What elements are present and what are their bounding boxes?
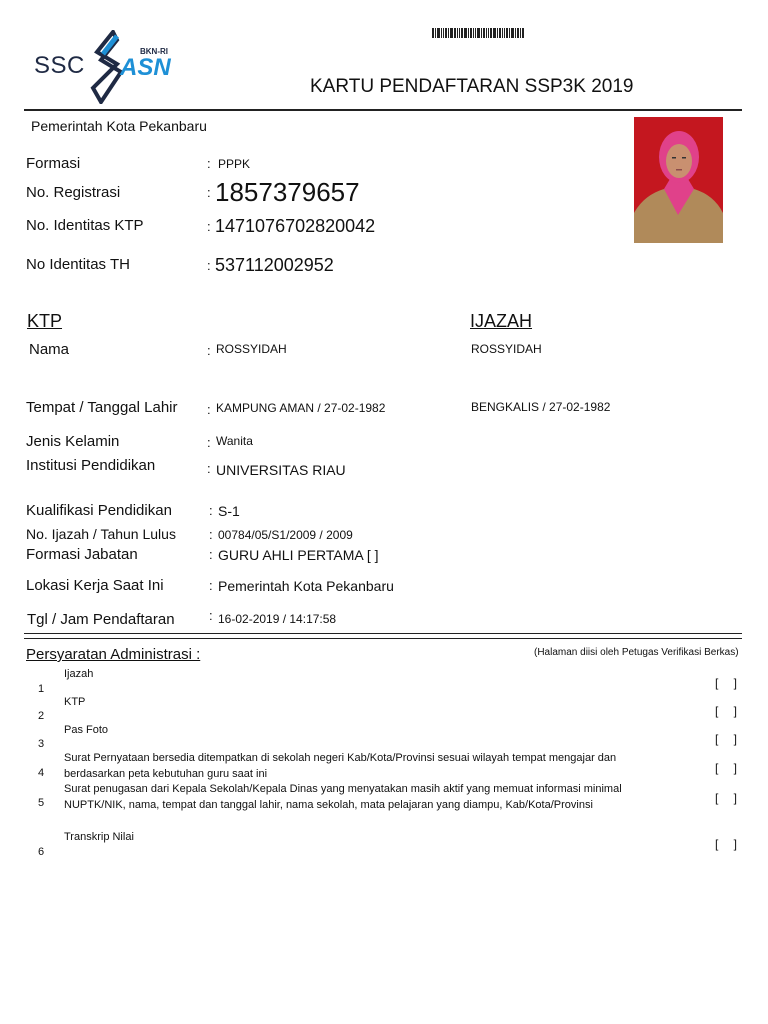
nama-label: Nama bbox=[29, 341, 70, 358]
formasi-jabatan-value: GURU AHLI PERTAMA [ ] bbox=[218, 547, 379, 563]
no-ijazah-colon: : bbox=[209, 527, 213, 542]
ttl-ijazah-value: BENGKALIS / 27-02-1982 bbox=[471, 400, 611, 414]
requirement-number-3: 3 bbox=[38, 738, 45, 750]
th-colon: : bbox=[207, 258, 211, 273]
jenis-kelamin-colon: : bbox=[207, 435, 211, 450]
formasi-label: Formasi bbox=[26, 155, 81, 172]
kualifikasi-label: Kualifikasi Pendidikan bbox=[26, 502, 172, 519]
th-label: No Identitas TH bbox=[26, 256, 130, 273]
ttl-label: Tempat / Tanggal Lahir bbox=[26, 399, 178, 416]
requirement-number-4: 4 bbox=[38, 767, 45, 779]
requirement-text-1: Ijazah bbox=[64, 668, 94, 680]
divider-line bbox=[24, 638, 742, 639]
logo-ssc-text: SSC bbox=[34, 52, 85, 79]
requirement-checkbox-6[interactable]: [ ] bbox=[715, 837, 744, 851]
requirement-number-5: 5 bbox=[38, 797, 45, 809]
requirement-number-2: 2 bbox=[38, 710, 45, 722]
requirement-text-5: Surat penugasan dari Kepala Sekolah/Kepala Dinas yang menyatakan masih aktif yang memuat informasi minimal NUPTK/NIK, nama, tempat dan tanggal lahir, nama sekolah, mata pelajaran yang diampu, Kab/Kota/Provinsi bbox=[64, 783, 622, 811]
no-ijazah-label: No. Ijazah / Tahun Lulus bbox=[26, 526, 176, 542]
requirements-note: (Halaman diisi oleh Petugas Verifikasi Berkas) bbox=[534, 647, 739, 658]
tgl-label: Tgl / Jam Pendaftaran bbox=[27, 611, 175, 628]
ktp-label: No. Identitas KTP bbox=[26, 217, 144, 234]
institusi-colon: : bbox=[207, 461, 211, 476]
ttl-ktp-value: KAMPUNG AMAN / 27-02-1982 bbox=[216, 401, 386, 415]
requirement-text-6: Transkrip Nilai bbox=[64, 831, 134, 843]
registrasi-value: 1857379657 bbox=[215, 177, 360, 207]
ktp-value: 1471076702820042 bbox=[215, 216, 376, 236]
ktp-section-heading: KTP bbox=[27, 311, 63, 331]
ttl-colon: : bbox=[207, 402, 211, 417]
page-title: KARTU PENDAFTARAN SSP3K 2019 bbox=[310, 76, 634, 97]
applicant-photo bbox=[634, 117, 723, 243]
registrasi-label: No. Registrasi bbox=[26, 184, 121, 201]
institusi-value: UNIVERSITAS RIAU bbox=[216, 462, 346, 478]
requirement-number-6: 6 bbox=[38, 846, 45, 858]
requirement-checkbox-3[interactable]: [ ] bbox=[715, 732, 744, 746]
requirement-text-4: Surat Pernyataan bersedia ditempatkan di sekolah negeri Kab/Kota/Provinsi sesuai wilayah tempat mengajar dan berdasarkan peta kebutuhan guru saat ini bbox=[64, 752, 617, 780]
ktp-colon: : bbox=[207, 219, 211, 234]
no-ijazah-value: 00784/05/S1/2009 / 2009 bbox=[218, 528, 353, 542]
formasi-jabatan-label: Formasi Jabatan bbox=[26, 546, 138, 563]
requirement-checkbox-1[interactable]: [ ] bbox=[715, 676, 744, 690]
th-value: 537112002952 bbox=[215, 255, 334, 275]
requirement-checkbox-2[interactable]: [ ] bbox=[715, 704, 744, 718]
header-divider bbox=[24, 109, 742, 111]
requirement-checkbox-5[interactable]: [ ] bbox=[715, 791, 744, 805]
divider-line bbox=[24, 633, 742, 634]
barcode bbox=[432, 28, 542, 38]
kualifikasi-colon: : bbox=[209, 503, 213, 518]
ijazah-section-heading: IJAZAH bbox=[470, 311, 533, 331]
tgl-value: 16-02-2019 / 14:17:58 bbox=[218, 612, 337, 626]
kualifikasi-value: S-1 bbox=[218, 503, 240, 519]
jenis-kelamin-value: Wanita bbox=[216, 434, 253, 448]
lokasi-value: Pemerintah Kota Pekanbaru bbox=[218, 578, 394, 594]
logo-bkn-text: BKN-RI bbox=[140, 47, 168, 56]
requirement-checkbox-4[interactable]: [ ] bbox=[715, 761, 744, 775]
agency-name: Pemerintah Kota Pekanbaru bbox=[31, 118, 207, 134]
tgl-colon: : bbox=[209, 608, 213, 623]
lokasi-colon: : bbox=[209, 578, 213, 593]
formasi-value: PPPK bbox=[218, 157, 251, 171]
requirement-text-3: Pas Foto bbox=[64, 724, 109, 736]
lokasi-label: Lokasi Kerja Saat Ini bbox=[26, 577, 164, 594]
formasi-colon: : bbox=[207, 156, 211, 171]
logo-asn-text: ASN bbox=[120, 54, 171, 81]
registrasi-colon: : bbox=[207, 185, 211, 200]
requirement-number-1: 1 bbox=[38, 683, 45, 695]
nama-ijazah-value: ROSSYIDAH bbox=[471, 342, 542, 356]
formasi-jabatan-colon: : bbox=[209, 547, 213, 562]
nama-colon: : bbox=[207, 343, 211, 358]
nama-ktp-value: ROSSYIDAH bbox=[216, 342, 287, 356]
requirement-text-2: KTP bbox=[64, 696, 86, 708]
institusi-label: Institusi Pendidikan bbox=[26, 457, 156, 474]
requirements-heading: Persyaratan Administrasi : bbox=[26, 646, 201, 663]
jenis-kelamin-label: Jenis Kelamin bbox=[26, 433, 120, 450]
